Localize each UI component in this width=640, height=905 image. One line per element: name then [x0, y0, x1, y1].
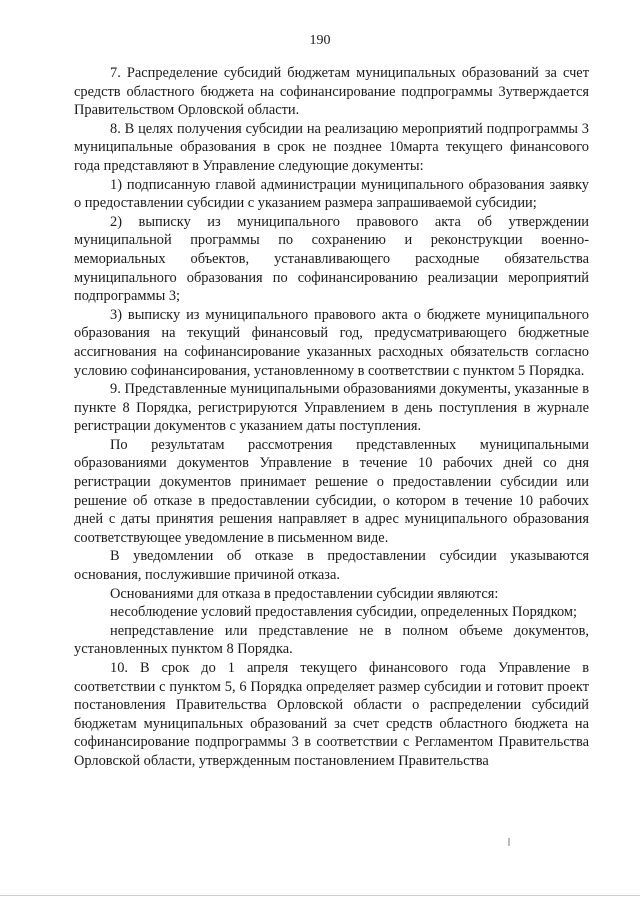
list-item-8-2: 2) выписку из муниципального правового акта об утверждении муниципальной программы по сохранению и реконструкции военно-мемориальных объектов, устанавливающего расходные обязательства муниципального образования по софинансированию реализации мероприятий подпрограммы 3; [74, 213, 589, 305]
bottom-edge-line [0, 895, 640, 896]
paragraph-item-10: 10. В срок до 1 апреля текущего финансового года Управление в соответствии с пунктом 5, 6 Порядка определяет размер субсидии и готовит проект постановления Правительства Орловской области о распределении субсидий бюджетам муниципальных образований за счет средств областного бюджета на софинансирование подпрограммы 3 в соответствии с Регламентом Правительства Орловской области, утвержденным постановлением Правительства [74, 660, 589, 769]
paragraph-item-8: 8. В целях получения субсидии на реализацию мероприятий подпрограммы 3 муниципальные образования в срок не позднее 10марта текущего финансового года представляют в Управление следующие документы: [74, 120, 589, 174]
paragraph-item-9: 9. Представленные муниципальными образованиями документы, указанные в пункте 8 Порядка, регистрируются Управлением в день поступления в журнале регистрации документов с указанием даты поступления. [74, 381, 589, 435]
refusal-ground-1: несоблюдение условий предоставления субсидии, определенных Порядком; [110, 604, 578, 621]
paragraph-refusal-grounds: Основаниями для отказа в предоставлении субсидии являются: [110, 585, 499, 602]
paragraph-review-results: По результатам рассмотрения представленных муниципальными образованиями документов Управление в течение 10 рабочих дней со дня регистрации документов принимает решение о предоставлении субсидии или решение об отказе в предоставлении субсидии, о котором в течение 10 рабочих дней с даты принятия решения направляет в адрес муниципального образования соответствующее уведомление в письменном виде. [74, 436, 589, 546]
scan-mark [508, 838, 510, 846]
paragraph-item-7: 7. Распределение субсидий бюджетам муниципальных образований за счет средств областного бюджета на софинансирование подпрограммы 3утверждается Правительством Орловской области. [74, 65, 589, 119]
list-item-8-3: 3) выписку из муниципального правового акта о бюджете муниципального образования на текущий финансовый год, предусматривающего бюджетные ассигнования на софинансирование указанных расходных обязательств согласно условию софинансирования, установленному в соответствии с пунктом 5 Порядка. [74, 306, 589, 379]
document-body [74, 64, 589, 771]
paragraph-refusal-notice: В уведомлении об отказе в предоставлении субсидии указываются основания, послужившие причиной отказа. [74, 548, 589, 584]
refusal-ground-2: непредставление или представление не в полном объеме документов, установленных пунктом 8 Порядка. [74, 622, 589, 658]
page-number: 190 [309, 33, 331, 48]
list-item-8-1: 1) подписанную главой администрации муниципального образования заявку о предоставлении субсидии с указанием размера запрашиваемой субсидии; [74, 176, 589, 212]
